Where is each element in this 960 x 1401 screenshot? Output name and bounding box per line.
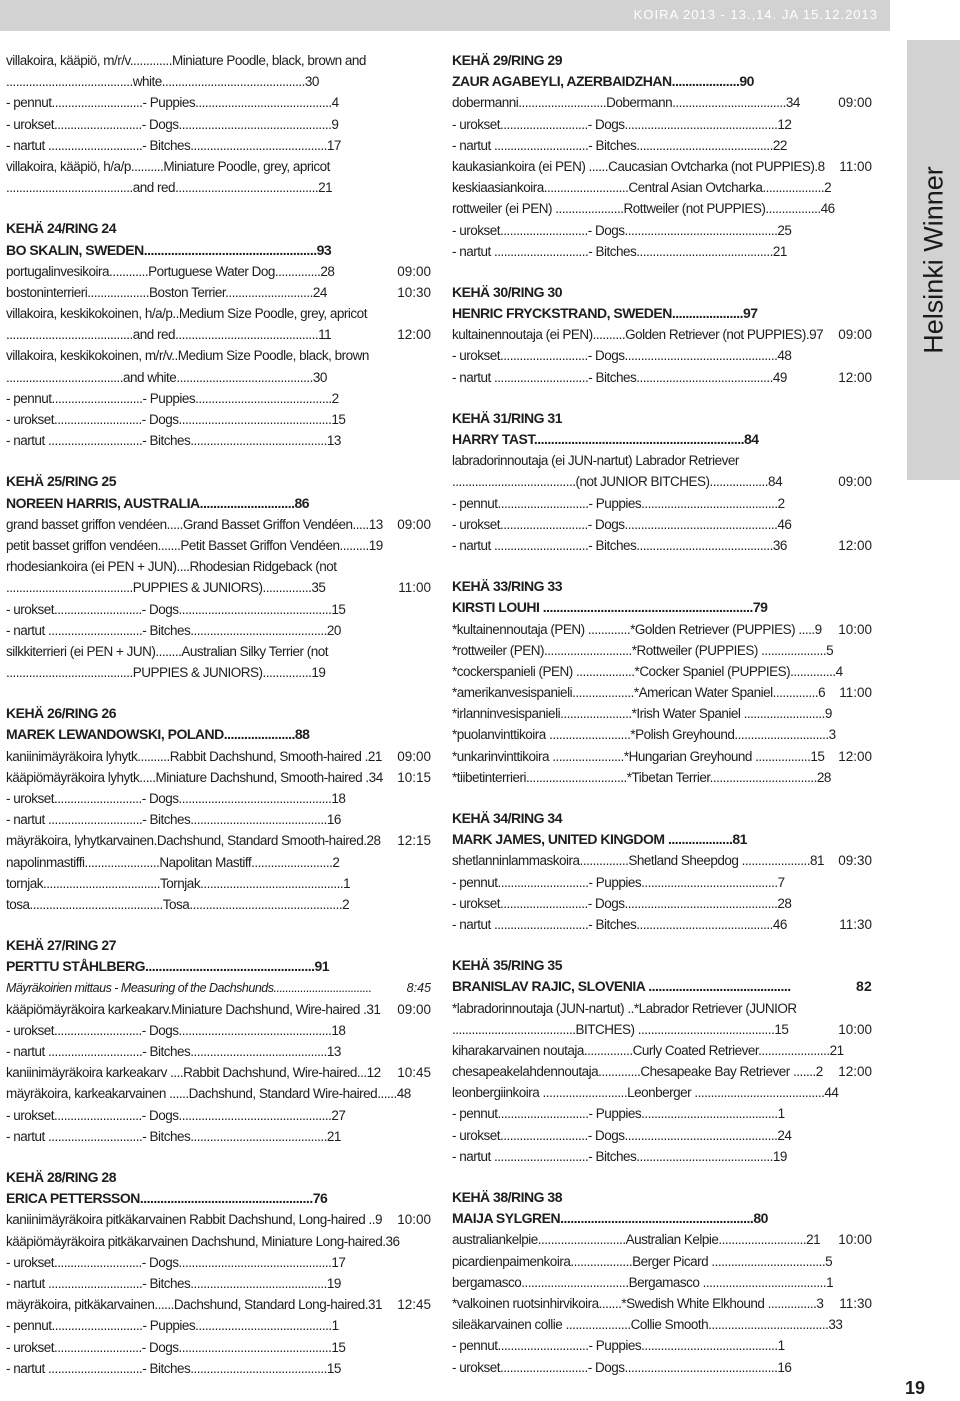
entry-row [6, 92, 431, 113]
entry-row [452, 914, 872, 935]
entry-row [6, 303, 431, 324]
entry-row [452, 1272, 872, 1293]
entry-text: - urokset...........................- Dogs...............................................15 [6, 1339, 346, 1355]
page-number: 19 [905, 1378, 926, 1398]
left-column [6, 50, 431, 1379]
entry-time: 09:30 [838, 853, 872, 869]
ring-heading [452, 71, 872, 92]
entry-row [6, 1062, 431, 1083]
entry-text: bergamasco.................................Bergamasco ......................................1 [452, 1274, 834, 1290]
ring-heading [6, 218, 431, 239]
entry-text: grand basset griffon vendéen.....Grand Basset Griffon Vendéen.....13 [6, 516, 383, 532]
ring-heading [6, 935, 431, 956]
entry-text: - pennut............................- Puppies..........................................1 [452, 1338, 785, 1354]
entry-row [452, 493, 872, 514]
entry-row [6, 282, 431, 303]
entry-text: kääpiömäyräkoira pitkäkarvainen Dachshund, Miniature Long-haired.36 [6, 1233, 400, 1249]
entry-text: - pennut............................- Puppies..........................................2 [6, 390, 339, 406]
entry-text: *cockerspanieli (PEN) ..................*Cocker Spaniel (PUPPIES)..............4 [452, 663, 843, 679]
entry-row [6, 367, 431, 388]
entry-text: ......................................(not JUNIOR BITCHES)..................84 [452, 474, 783, 490]
entry-row [452, 198, 872, 219]
entry-row [6, 1337, 431, 1358]
entry-row [452, 450, 872, 471]
entry-row [6, 746, 431, 767]
spacer [6, 915, 431, 935]
entry-text: - nartut .............................- Bitches..........................................49 [452, 369, 787, 385]
ring-heading [452, 829, 872, 850]
entry-row [6, 324, 431, 345]
entry-text: bostoninterrieri...................Boston Terrier...........................24 [6, 284, 327, 300]
entry-row [6, 388, 431, 409]
entry-text: KEHÄ 33/RING 33 [452, 578, 562, 595]
entry-time: 10:00 [838, 1021, 872, 1037]
entry-text: KEHÄ 31/RING 31 [452, 409, 562, 426]
entry-row [6, 852, 431, 873]
entry-row [452, 1061, 872, 1082]
entry-text: - nartut .............................- Bitches..........................................17 [6, 137, 341, 153]
entry-text: - nartut .............................- Bitches..........................................19 [6, 1275, 341, 1291]
entry-text: KEHÄ 34/RING 34 [452, 810, 562, 826]
entry-text: MARK JAMES, UNITED KINGDOM ...................81 [452, 831, 747, 848]
entry-row [452, 872, 872, 893]
ring-heading [6, 240, 431, 261]
entry-row [452, 1082, 872, 1103]
entry-row [452, 1103, 872, 1124]
entry-row [452, 703, 872, 724]
side-tab-label: Helsinki Winner [918, 166, 948, 354]
entry-row [6, 1020, 431, 1041]
entry-time: 10:00 [838, 1232, 872, 1248]
ring-heading [452, 576, 872, 597]
entry-row [6, 556, 431, 577]
entry-text: KEHÄ 29/RING 29 [452, 52, 562, 68]
schedule-note [6, 978, 431, 999]
entry-row [452, 241, 872, 262]
entry-text: - nartut .............................- Bitches..........................................21 [452, 243, 787, 259]
entry-row [452, 514, 872, 535]
ring-heading [452, 808, 872, 829]
entry-row [6, 1041, 431, 1062]
entry-row [452, 535, 872, 556]
ring-heading [452, 408, 872, 429]
entry-text: kaniinimäyräkoira lyhytk..........Rabbit Dachshund, Smooth-haired .21 [6, 748, 382, 764]
entry-text: - urokset...........................- Dogs...............................................24 [452, 1127, 792, 1143]
entry-text: - urokset...........................- Dogs...............................................25 [452, 222, 792, 238]
ring-heading [452, 976, 872, 997]
entry-text: - nartut .............................- Bitches..........................................46 [452, 916, 787, 932]
ring-heading [452, 50, 872, 71]
entry-row [452, 1251, 872, 1272]
side-tab [907, 40, 960, 480]
ring-heading [6, 1188, 431, 1209]
spacer [6, 683, 431, 703]
entry-row [452, 135, 872, 156]
entry-text: MAREK LEWANDOWSKI, POLAND.....................88 [6, 726, 310, 743]
entry-time: 09:00 [838, 474, 872, 490]
entry-text: - urokset...........................- Dogs...............................................18 [6, 791, 346, 806]
entry-row [452, 893, 872, 914]
entry-time: 09:00 [397, 748, 431, 764]
entry-row [452, 1335, 872, 1356]
entry-row [6, 71, 431, 92]
entry-text: NOREEN HARRIS, AUSTRALIA............................86 [6, 494, 310, 511]
entry-row [6, 1273, 431, 1294]
entry-time: 12:45 [397, 1297, 431, 1313]
entry-text: KEHÄ 38/RING 38 [452, 1189, 562, 1205]
entry-text: kiharakarvainen noutaja...............Curly Coated Retriever......................21 [452, 1042, 844, 1058]
spacer [452, 788, 872, 808]
entry-row [6, 345, 431, 366]
entry-time: 12:00 [838, 1064, 872, 1080]
entry-time: 10:45 [397, 1065, 431, 1081]
entry-row [6, 261, 431, 282]
entry-text: sileäkarvainen collie ....................Collie Smooth.....................................33 [452, 1317, 843, 1333]
entry-time: 11:00 [839, 685, 872, 701]
entry-row [452, 345, 872, 366]
entry-row [6, 430, 431, 451]
entry-text: *irlanninvesispanieli......................*Irish Water Spaniel .........................9 [452, 706, 832, 722]
entry-text: KEHÄ 25/RING 25 [6, 473, 116, 490]
entry-text: - urokset...........................- Dogs...............................................16 [452, 1359, 792, 1375]
spacer [452, 262, 872, 282]
ring-heading [6, 956, 431, 977]
entry-text: KEHÄ 30/RING 30 [452, 283, 562, 300]
entry-row [6, 1231, 431, 1252]
entry-text: - nartut .............................- Bitches..........................................20 [6, 622, 341, 638]
entry-row [6, 177, 431, 198]
entry-text: dobermanni...........................Dobermann...................................34 [452, 95, 800, 111]
entry-text: - nartut .............................- Bitches..........................................13 [6, 433, 341, 449]
entry-text: picardienpaimenkoira...................Berger Picard ...................................5 [452, 1253, 833, 1269]
entry-text: HENRIC FRYCKSTRAND, SWEDEN.....................97 [452, 305, 758, 322]
entry-row [6, 1294, 431, 1315]
entry-text: *tiibetinterrieri...............................*Tibetan Terrier.................................28 [452, 769, 831, 785]
entry-row [452, 724, 872, 745]
ring-heading [6, 1167, 431, 1188]
entry-time: 11:00 [398, 580, 431, 596]
entry-row [452, 661, 872, 682]
entry-row [6, 156, 431, 177]
entry-text: - pennut............................- Puppies..........................................1 [452, 1106, 785, 1122]
entry-text: - nartut .............................- Bitches..........................................13 [6, 1044, 341, 1060]
entry-row [452, 1125, 872, 1146]
entry-text: villakoira, kääpiö, h/a/p..........Miniature Poodle, grey, apricot [6, 158, 330, 174]
entry-time: 12:00 [838, 369, 872, 385]
entry-text: ....................................and white..........................................30 [6, 369, 327, 385]
entry-time: 12:00 [397, 327, 431, 343]
entry-row [452, 619, 872, 640]
spacer [452, 388, 872, 408]
entry-row [6, 577, 431, 598]
entry-row [452, 1019, 872, 1040]
entry-text: *kultainennoutaja (PEN) .............*Golden Retriever (PUPPIES) .....9 [452, 621, 822, 637]
entry-text: villakoira, kääpiö, m/r/v.............Miniature Poodle, black, brown and [6, 53, 366, 68]
entry-text: *amerikanvesispanieli...................*American Water Spaniel..............6 [452, 685, 826, 701]
entry-text: kaukasiankoira (ei PEN) ......Caucasian Ovtcharka (not PUPPIES).8 [452, 158, 825, 174]
entry-row [452, 471, 872, 492]
entry-row [452, 1293, 872, 1314]
entry-text: labradorinnoutaja (ei JUN-nartut) Labrador Retriever [452, 453, 739, 469]
entry-text: kultainennoutaja (ei PEN)..........Golden Retriever (not PUPPIES).97 [452, 327, 824, 343]
entry-row [452, 367, 872, 388]
entry-time: 09:00 [397, 1001, 431, 1017]
entry-text: - urokset...........................- Dogs...............................................18 [6, 1022, 346, 1038]
entry-row [6, 641, 431, 662]
entry-row [6, 1315, 431, 1336]
entry-text: - pennut............................- Puppies..........................................7 [452, 874, 785, 890]
entry-time: 10:00 [397, 1212, 431, 1228]
entry-row [452, 682, 872, 703]
entry-row [452, 92, 872, 113]
entry-row [452, 746, 872, 767]
entry-text: shetlanninlammaskoira...............Shetland Sheepdog .....................81 [452, 853, 824, 869]
entry-text: .......................................PUPPIES & JUNIORS)...............35 [6, 580, 326, 596]
entry-row [452, 1146, 872, 1167]
entry-text: - urokset...........................- Dogs...............................................48 [452, 348, 792, 364]
entry-row [452, 1229, 872, 1250]
entry-row [6, 535, 431, 556]
entry-text: *unkarinvinttikoira ......................*Hungarian Greyhound .................15 [452, 748, 825, 764]
ring-heading [452, 1187, 872, 1208]
entry-row [6, 788, 431, 809]
entry-text: mäyräkoira, pitkäkarvainen......Dachshund, Standard Long-haired.31 [6, 1297, 382, 1313]
entry-time: 09:00 [397, 263, 431, 279]
spacer [6, 198, 431, 218]
ring-heading [452, 303, 872, 324]
entry-text: kääpiömäyräkoira lyhytk.....Miniature Dachshund, Smooth-haired .34 [6, 769, 383, 785]
entry-row [6, 1358, 431, 1379]
entry-text: portugalinvesikoira............Portuguese Water Dog..............28 [6, 263, 335, 279]
entry-row [6, 409, 431, 430]
ring-heading [6, 703, 431, 724]
entry-row [6, 894, 431, 915]
entry-row [6, 1105, 431, 1126]
entry-text: - urokset...........................- Dogs...............................................46 [452, 516, 792, 532]
page-header: KOIRA 2013 - 13.,14. JA 15.12.2013 [633, 7, 878, 22]
right-column [452, 50, 872, 1378]
entry-text: - urokset...........................- Dogs...............................................27 [6, 1107, 346, 1123]
entry-text: Mäyräkoirien mittaus - Measuring of the Dachshunds................................. [6, 980, 372, 995]
entry-row [452, 1357, 872, 1378]
entry-text: mäyräkoira, lyhytkarvainen.Dachshund, Standard Smooth-haired.28 [6, 833, 381, 849]
entry-text: KEHÄ 26/RING 26 [6, 705, 116, 722]
entry-time: 10:30 [397, 284, 431, 300]
entry-text: australiankelpie...........................Australian Kelpie...........................21 [452, 1232, 821, 1248]
ring-heading [452, 282, 872, 303]
entry-row [6, 873, 431, 894]
ring-heading [6, 493, 431, 514]
entry-row [452, 998, 872, 1019]
entry-text: kaniinimäyräkoira karkeakarv ....Rabbit Dachshund, Wire-haired...12 [6, 1065, 381, 1081]
entry-text: - urokset...........................- Dogs...............................................12 [452, 116, 792, 132]
entry-text: PERTTU STÅHLBERG..................................................91 [6, 958, 330, 975]
entry-row [452, 324, 872, 345]
entry-text: petit basset griffon vendéen.......Petit Basset Griffon Vendéen.........19 [6, 537, 383, 553]
entry-text: ERICA PETTERSSON...................................................76 [6, 1190, 328, 1207]
entry-row [6, 830, 431, 851]
spacer [452, 935, 872, 955]
entry-text: *valkoinen ruotsinhirvikoira.......*Swedish White Elkhound ...............3 [452, 1295, 824, 1311]
entry-row [6, 1209, 431, 1230]
entry-text: .......................................PUPPIES & JUNIORS)...............19 [6, 665, 326, 681]
entry-text: napolinmastiffi.......................Napolitan Mastiff.........................2 [6, 854, 340, 870]
entry-time: 12:00 [838, 748, 872, 764]
entry-text: - nartut .............................- Bitches..........................................16 [6, 812, 341, 828]
spacer [6, 1147, 431, 1167]
entry-text: ZAUR AGABEYLI, AZERBAIDZHAN....................90 [452, 73, 754, 90]
entry-text: tornjak....................................Tornjak............................................1 [6, 875, 351, 891]
entry-time: 11:30 [839, 1295, 872, 1311]
entry-text: - nartut .............................- Bitches..........................................36 [452, 537, 787, 553]
ring-heading [6, 471, 431, 492]
entry-text: *rottweiler (PEN)...........................*Rottweiler (PUPPIES) ....................5 [452, 642, 834, 658]
entry-text: .......................................white............................................30 [6, 74, 319, 90]
entry-text: BO SKALIN, SWEDEN...................................................93 [6, 241, 332, 258]
entry-row [452, 1040, 872, 1061]
entry-text: BRANISLAV RAJIC, SLOVENIA .......................................... [452, 978, 791, 995]
entry-text: chesapeakelahdennoutaja.............Chesapeake Bay Retriever .......2 [452, 1064, 823, 1080]
entry-time: 10:00 [838, 621, 872, 637]
spacer [452, 1167, 872, 1187]
entry-text: - nartut .............................- Bitches..........................................15 [6, 1360, 341, 1376]
entry-text: .......................................and red............................................21 [6, 180, 333, 196]
entry-row [6, 514, 431, 535]
entry-time: 12:00 [838, 537, 872, 553]
entry-row [6, 662, 431, 683]
entry-time: 82 [856, 978, 872, 995]
entry-text: - urokset...........................- Dogs...............................................17 [6, 1254, 346, 1270]
entry-time: 11:00 [839, 158, 872, 174]
entry-text: tosa.........................................Tosa...............................................2 [6, 896, 350, 912]
entry-text: KEHÄ 28/RING 28 [6, 1169, 116, 1185]
ring-heading [452, 1208, 872, 1229]
spacer [452, 556, 872, 576]
entry-text: .......................................and red............................................11 [6, 327, 332, 343]
entry-row [452, 114, 872, 135]
entry-text: - nartut .............................- Bitches..........................................19 [452, 1148, 787, 1164]
entry-row [6, 599, 431, 620]
entry-text: KEHÄ 24/RING 24 [6, 220, 116, 237]
entry-text: KEHÄ 35/RING 35 [452, 957, 562, 974]
entry-text: villakoira, keskikokoinen, m/r/v..Medium Size Poodle, black, brown [6, 348, 369, 364]
entry-text: *labradorinnoutaja (JUN-nartut) ..*Labrador Retriever (JUNIOR [452, 1000, 797, 1016]
entry-row [6, 809, 431, 830]
entry-row [6, 1083, 431, 1104]
entry-time: 09:00 [397, 516, 431, 532]
entry-text: - pennut............................- Puppies..........................................1 [6, 1318, 339, 1334]
entry-text: kaniinimäyräkoira pitkäkarvainen Rabbit Dachshund, Long-haired ..9 [6, 1212, 382, 1228]
entry-row [452, 1314, 872, 1335]
entry-text: rottweiler (ei PEN) .....................Rottweiler (not PUPPIES).................46 [452, 201, 835, 217]
entry-text: - urokset...........................- Dogs...............................................9 [6, 116, 339, 132]
entry-row [6, 1252, 431, 1273]
entry-row [452, 177, 872, 198]
entry-text: rhodesiankoira (ei PEN + JUN)....Rhodesian Ridgeback (not [6, 559, 337, 575]
entry-row [6, 1126, 431, 1147]
ring-heading [452, 429, 872, 450]
entry-text: keskiaasiankoira..........................Central Asian Ovtcharka...................2 [452, 180, 832, 196]
entry-row [452, 220, 872, 241]
entry-time: 10:15 [397, 769, 431, 785]
entry-text: villakoira, keskikokoinen, h/a/p..Medium Size Poodle, grey, apricot [6, 306, 367, 322]
entry-text: - nartut .............................- Bitches..........................................22 [452, 137, 787, 153]
entry-row [6, 50, 431, 71]
entry-text: mäyräkoira, karkeakarvainen ......Dachshund, Standard Wire-haired......48 [6, 1086, 411, 1102]
entry-text: - nartut .............................- Bitches..........................................21 [6, 1128, 341, 1144]
entry-text: - urokset...........................- Dogs...............................................15 [6, 412, 346, 427]
ring-heading [452, 597, 872, 618]
ring-heading [6, 724, 431, 745]
entry-text: leonbergiinkoira ..........................Leonberger ........................................44 [452, 1085, 839, 1101]
entry-row [6, 135, 431, 156]
entry-row [6, 114, 431, 135]
entry-text: KEHÄ 27/RING 27 [6, 937, 116, 954]
entry-text: kääpiömäyräkoira karkeakarv.Miniature Dachshund, Wire-haired .31 [6, 1001, 381, 1017]
entry-text: MAIJA SYLGREN.........................................................80 [452, 1210, 768, 1227]
entry-text: silkkiterrieri (ei PEN + JUN)........Australian Silky Terrier (not [6, 643, 328, 659]
entry-time: 09:00 [838, 95, 872, 111]
entry-time: 8:45 [406, 980, 431, 995]
entry-row [6, 620, 431, 641]
entry-text: - pennut............................- Puppies..........................................2 [452, 495, 785, 511]
entry-text: ......................................BITCHES) ..........................................15 [452, 1021, 789, 1037]
entry-text: KIRSTI LOUHI ..............................................................79 [452, 599, 768, 616]
entry-text: HARRY TAST..............................................................84 [452, 431, 759, 447]
entry-text: *puolanvinttikoira .........................*Polish Greyhound.............................3 [452, 727, 836, 743]
entry-text: - urokset...........................- Dogs...............................................15 [6, 601, 346, 617]
entry-row [452, 850, 872, 871]
entry-row [452, 767, 872, 788]
spacer [6, 451, 431, 471]
entry-row [6, 999, 431, 1020]
entry-time: 09:00 [838, 327, 872, 343]
entry-row [452, 156, 872, 177]
entry-time: 12:15 [397, 833, 431, 849]
entry-text: - pennut............................- Puppies..........................................4 [6, 95, 339, 111]
entry-text: - urokset...........................- Dogs...............................................28 [452, 895, 792, 911]
entry-time: 11:30 [839, 916, 872, 932]
entry-row [6, 767, 431, 788]
ring-heading [452, 955, 872, 976]
entry-row [452, 640, 872, 661]
